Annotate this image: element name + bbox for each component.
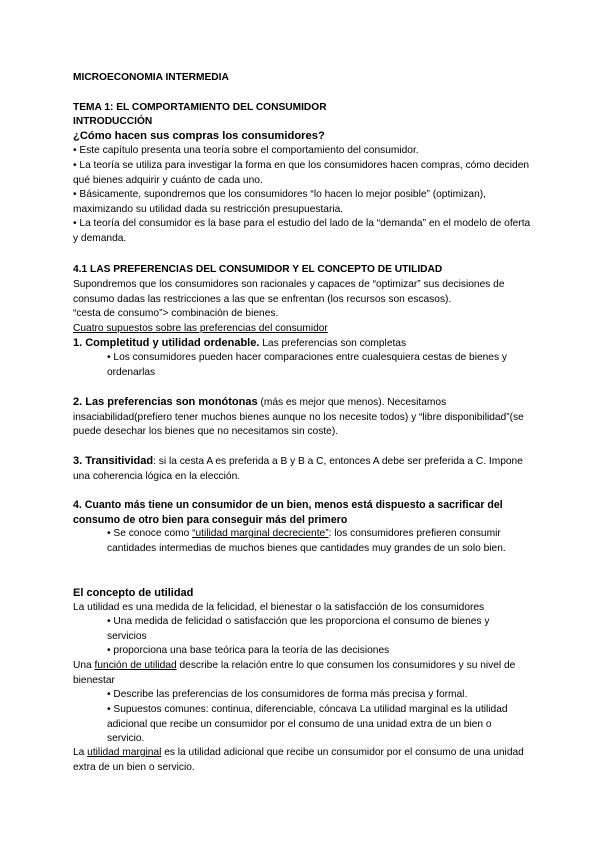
supuesto-4-bullet xyxy=(107,527,527,556)
funcion-bullet-1: • Describe las preferencias de los consumidores de forma más precisa y formal. xyxy=(107,689,468,700)
utilidad-bullet-1: • Una medida de felicidad o satisfacción que les proporciona el consumo de bienes y servicios xyxy=(107,616,490,642)
funcion-bullet-2: • Supuestos comunes: continua, diferenciable, cóncava La utilidad marginal es la utilidad adicional que recibe un consumidor por el consumo de una unidad extra de un bien o servicio. xyxy=(107,704,508,744)
tema-title: TEMA 1: EL COMPORTAMIENTO DEL CONSUMIDOR xyxy=(73,102,327,113)
intro-bullet-3: • Básicamente, supondremos que los consumidores “lo hacen lo mejor posible” (optimizan), maximizando su utilidad dada su restricción presupuestaria. xyxy=(73,189,486,215)
intro-question: ¿Cómo hacen sus compras los consumidores? xyxy=(73,130,325,142)
supuesto-1-text: Las preferencias son completas xyxy=(259,338,407,349)
course-title: MICROECONOMIA INTERMEDIA xyxy=(73,72,229,83)
utilidad-marginal-term: utilidad marginal xyxy=(87,747,162,758)
utilidad-definition: La utilidad es una medida de la felicidad, el bienestar o la satisfacción de los consumidores xyxy=(73,602,485,613)
um-post: es la utilidad adicional que recibe un consumidor por el consumo de una unidad extra de un bien o servicio. xyxy=(73,747,524,773)
supuesto-2-bold: 2. Las preferencias son monótonas xyxy=(73,396,258,408)
supuesto-3-bold: 3. Transitividad xyxy=(73,455,154,467)
cesta-definition: “cesta de consumo”> combinación de bienes. xyxy=(73,308,279,319)
supuesto-4-bullet-post: : los consumidores prefieren consumir cantidades intermedias de muchos bienes que cantidades muy grandes de un solo bien. xyxy=(107,528,506,554)
section-41-title: 4.1 LAS PREFERENCIAS DEL CONSUMIDOR Y EL CONCEPTO DE UTILIDAD xyxy=(73,264,443,275)
supuesto-3-text: : si la cesta A es preferida a B y B a C, entonces A debe ser preferida a C. Impone una coherencia lógica en la elección. xyxy=(73,456,523,482)
supuesto-4-bullet-pre: • Se conoce como xyxy=(107,528,193,539)
utilidad-bullet-2: • proporciona una base teórica para la teoría de las decisiones xyxy=(107,645,390,656)
intro-bullet-4: • La teoría del consumidor es la base para el estudio del lado de la “demanda” en el modelo de oferta y demanda. xyxy=(73,218,531,244)
supuesto-1-bullet: • Los consumidores pueden hacer comparaciones entre cualesquiera cestas de bienes y ordenarlas xyxy=(107,352,507,378)
supuesto-2-text: (más es mejor que menos). Necesitamos insaciabilidad(prefiero tener muchos bienes aunque no los necesite todos) y “libre disponibilidad”(se puede desechar los bienes que no necesitamos sin coste). xyxy=(73,397,524,437)
utilidad-marginal-decreciente-term: “utilidad marginal decreciente” xyxy=(192,528,329,539)
intro-bullet-1: • Este capítulo presenta una teoría sobre el comportamiento del consumidor. xyxy=(73,145,419,156)
utilidad-marginal-paragraph xyxy=(73,746,538,775)
funcion-utilidad-term: función de utilidad xyxy=(94,660,177,671)
funcion-utilidad-paragraph xyxy=(73,659,538,688)
supuesto-1-bold: 1. Completitud y utilidad ordenable. xyxy=(73,337,260,349)
funcion-post: describe la relación entre lo que consumen los consumidores y su nivel de bienestar xyxy=(73,660,516,686)
um-pre: La xyxy=(73,747,88,758)
supuesto-3 xyxy=(73,454,538,484)
funcion-pre: Una xyxy=(73,660,95,671)
supuesto-4: 4. Cuanto más tiene un consumidor de un bien, menos está dispuesto a sacrificar del consumo de otro bien para conseguir más del primero xyxy=(73,499,503,526)
supuesto-1 xyxy=(73,336,538,352)
intro-heading: INTRODUCCIÓN xyxy=(73,116,153,127)
supuestos-heading: Cuatro supuestos sobre las preferencias del consumidor xyxy=(73,323,328,334)
section-41-paragraph: Supondremos que los consumidores son racionales y capaces de “optimizar” sus decisiones de consumo dadas las restricciones a las que se enfrentan (los recursos son escasos). xyxy=(73,279,505,305)
utilidad-heading: El concepto de utilidad xyxy=(73,587,194,599)
intro-bullet-2: • La teoría se utiliza para investigar la forma en que los consumidores hacen compras, cómo deciden qué bienes adquirir y cuánto de cada uno. xyxy=(73,160,530,186)
supuesto-2 xyxy=(73,395,538,440)
